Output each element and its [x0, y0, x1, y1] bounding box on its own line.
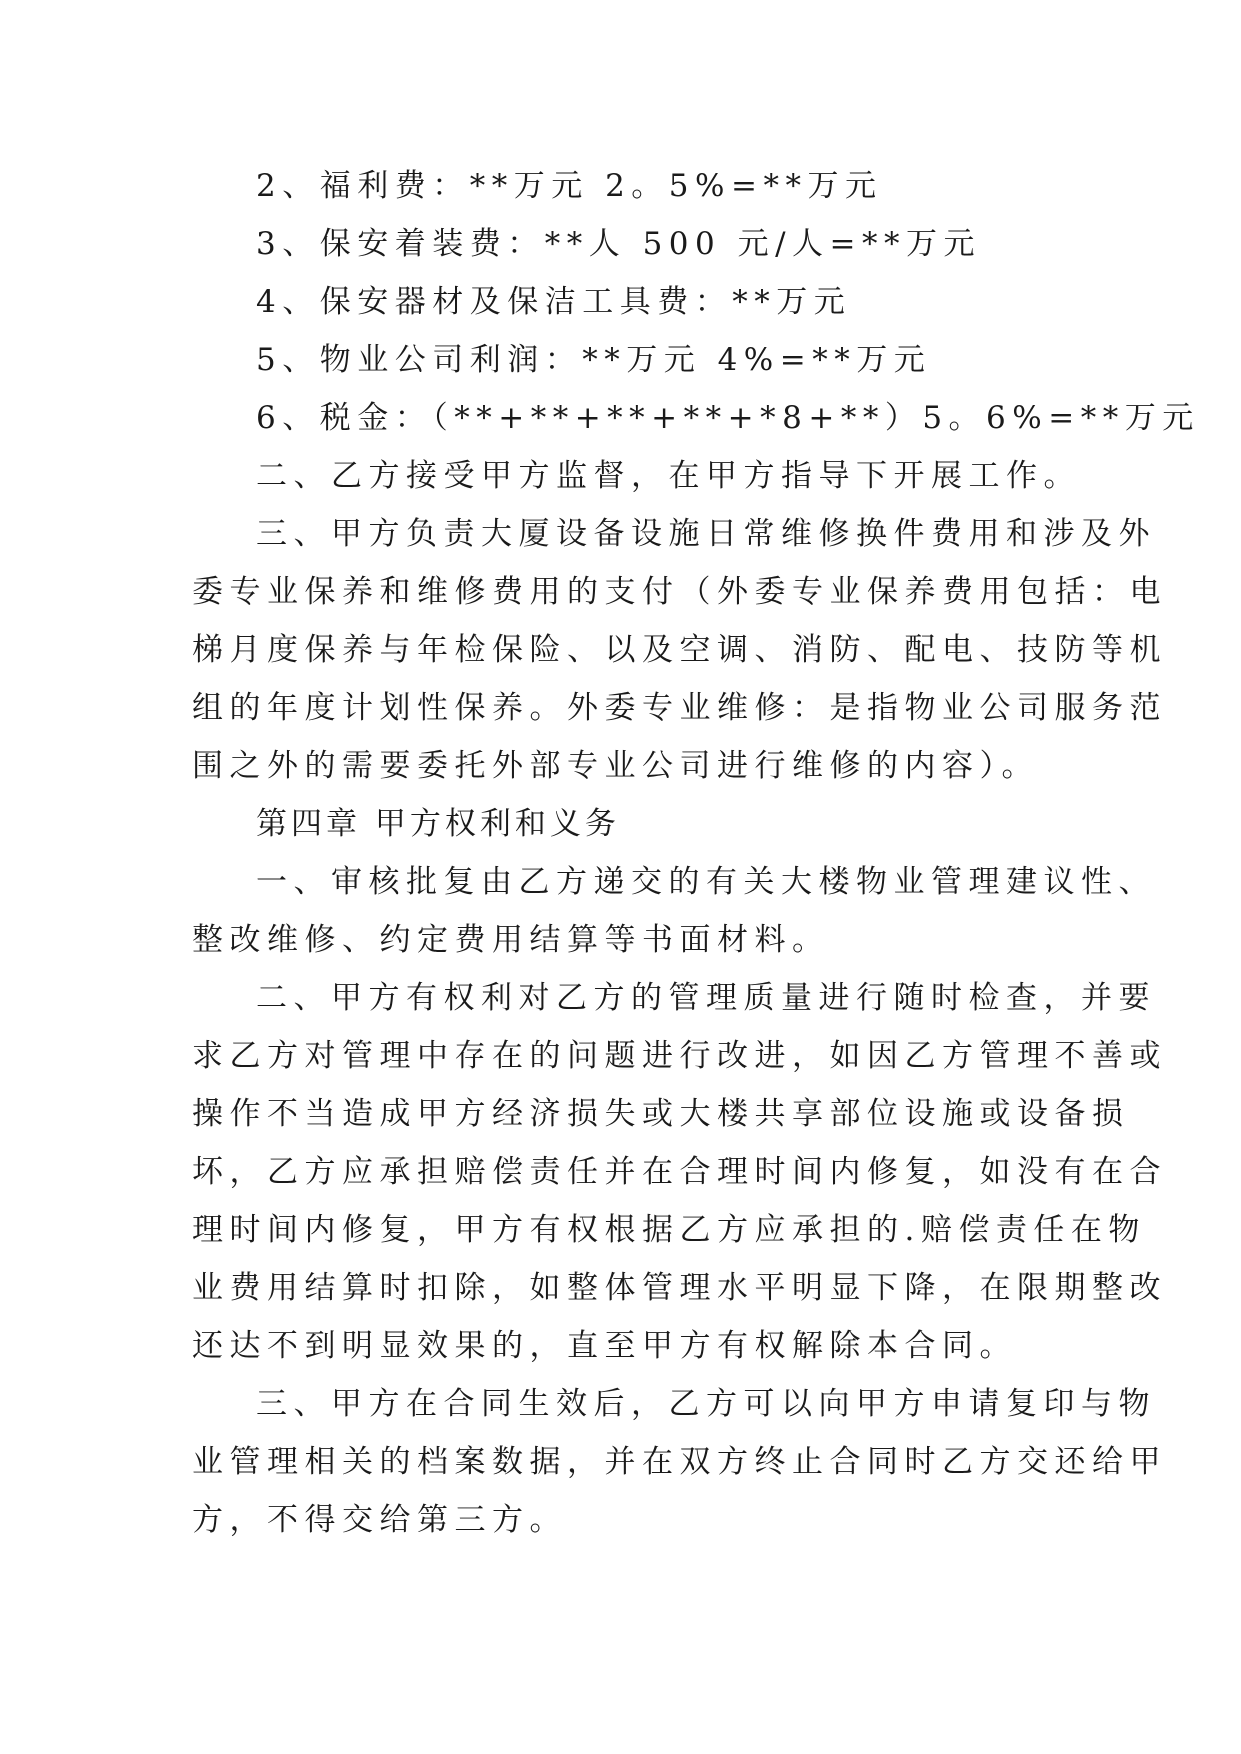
rights-clause-2-line-6: 业费用结算时扣除，如整体管理水平明显下降，在限期整改 — [192, 1270, 1167, 1306]
item-uniform-fee: 3、保安着装费：**人 500 元/人=**万元 — [256, 226, 982, 262]
rights-clause-3-line-3: 方，不得交给第三方。 — [192, 1502, 567, 1538]
rights-clause-1-line-1: 一、审核批复由乙方递交的有关大楼物业管理建议性、 — [256, 864, 1156, 900]
clause-maintenance-line-4: 组的年度计划性保养。外委专业维修：是指物业公司服务范 — [192, 690, 1167, 726]
item-welfare-fee: 2、福利费：**万元 2。5%=**万元 — [256, 168, 883, 204]
clause-maintenance-line-3: 梯月度保养与年检保险、以及空调、消防、配电、技防等机 — [192, 632, 1167, 668]
chapter-heading: 第四章 甲方权利和义务 — [256, 806, 620, 842]
rights-clause-2-line-2: 求乙方对管理中存在的问题进行改进，如因乙方管理不善或 — [192, 1038, 1167, 1074]
item-company-profit: 5、物业公司利润：**万元 4%=**万元 — [256, 342, 932, 378]
rights-clause-3-line-2: 业管理相关的档案数据，并在双方终止合同时乙方交还给甲 — [192, 1444, 1167, 1480]
rights-clause-2-line-4: 坏，乙方应承担赔偿责任并在合理时间内修复，如没有在合 — [192, 1154, 1167, 1190]
rights-clause-2-line-7: 还达不到明显效果的，直至甲方有权解除本合同。 — [192, 1328, 1017, 1364]
rights-clause-1-line-2: 整改维修、约定费用结算等书面材料。 — [192, 922, 830, 958]
rights-clause-2-line-3: 操作不当造成甲方经济损失或大楼共享部位设施或设备损 — [192, 1096, 1130, 1132]
item-equipment-fee: 4、保安器材及保洁工具费：**万元 — [256, 284, 852, 320]
rights-clause-2-line-5: 理时间内修复，甲方有权根据乙方应承担的.赔偿责任在物 — [192, 1212, 1146, 1248]
item-tax: 6、税金：（**+**+**+**+*8+**）5。6%=**万元 — [256, 400, 1200, 436]
rights-clause-2-line-1: 二、甲方有权利对乙方的管理质量进行随时检查，并要 — [256, 980, 1156, 1016]
clause-supervision: 二、乙方接受甲方监督，在甲方指导下开展工作。 — [256, 458, 1081, 494]
clause-maintenance-line-1: 三、甲方负责大厦设备设施日常维修换件费用和涉及外 — [256, 516, 1156, 552]
clause-maintenance-line-5: 围之外的需要委托外部专业公司进行维修的内容）。 — [192, 748, 1039, 784]
rights-clause-3-line-1: 三、甲方在合同生效后，乙方可以向甲方申请复印与物 — [256, 1386, 1156, 1422]
clause-maintenance-line-2: 委专业保养和维修费用的支付（外委专业保养费用包括：电 — [192, 574, 1167, 610]
